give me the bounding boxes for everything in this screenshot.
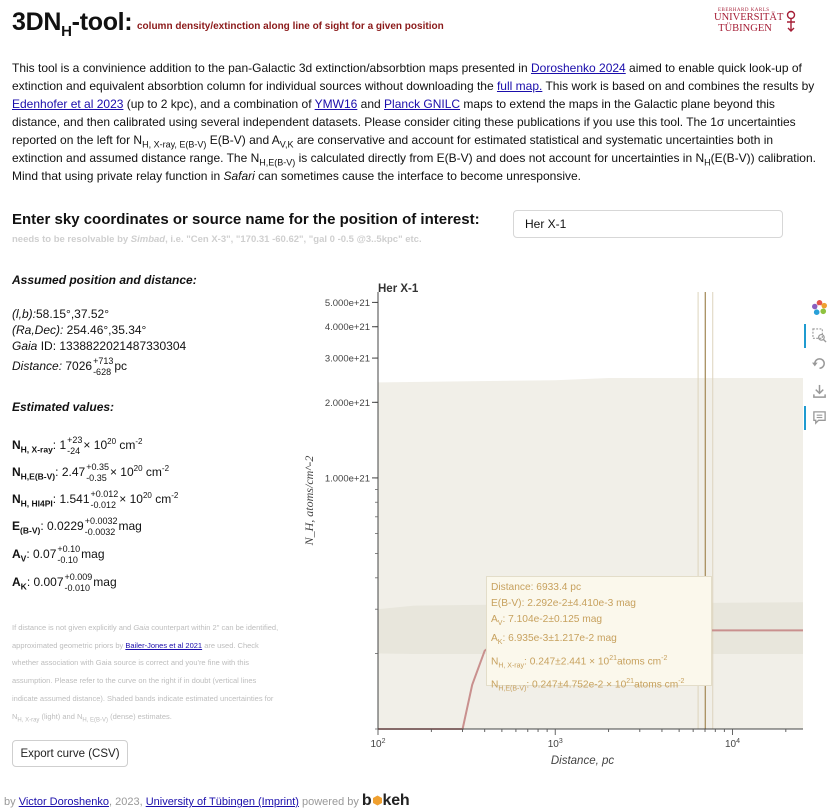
- tooltip-nh-ebv: $N_{H,E(B-V)}$: $0.247\pm 4.752e-2 \times 10^{21}atoms$ $cm^{-2}$: [491, 678, 685, 693]
- distance-value: Distance: 7026 +713 -628 pc: [12, 356, 128, 377]
- hover-tooltip: [486, 576, 712, 693]
- bokeh-hex-icon: [372, 795, 383, 806]
- active-tool-indicator-2: [804, 406, 806, 430]
- estimates-heading: Estimated values:: [12, 400, 115, 414]
- query-hint: needs to be resolvable by Simbad, i.e. "Cen X-3", "170.31 -60.62", "gal 0 -0.5 @3..5kpc" etc.: [12, 234, 422, 245]
- ebv-estimate: $E_{(B-V)}$: 0.0229 +0.0032 -0.0032 mag: [12, 516, 142, 537]
- y-tick-label: 3.000e+21: [324, 353, 370, 365]
- university-logo[interactable]: EBERHARD KARLS UNIVERSITÄT TÜBINGEN: [714, 8, 814, 36]
- tooltip-nh-xray: $N_{H, X-ray}$: $0.247\pm 2.441 \times 10^{21}atoms$ $cm^{-2}$: [491, 655, 668, 670]
- bokeh-logo[interactable]: b keh: [361, 792, 410, 809]
- plot-toolbar: [804, 295, 830, 465]
- link-ymw16[interactable]: YMW16: [314, 97, 358, 111]
- y-tick-label: 2.000e+21: [324, 397, 370, 409]
- bokeh-logo-icon[interactable]: [812, 300, 827, 315]
- link-full-map[interactable]: full map.: [496, 79, 543, 93]
- galactic-coords: (l,b):58.15°,37.52°: [12, 307, 109, 321]
- link-bailer-jones-2021[interactable]: Bailer-Jones et al 2021: [125, 640, 203, 650]
- nh-hi4pi-estimate: $N_{H, HI4PI}$: 1.541 +0.012 -0.012 × $10^{20}$ $cm^{-2}$: [12, 489, 179, 510]
- chart-title: Her X-1: [378, 283, 419, 295]
- link-doroshenko-2024[interactable]: Doroshenko 2024: [530, 61, 626, 75]
- page-title: $3DN_H$-tool:: [12, 8, 133, 40]
- nh-xray-estimate: $N_{H, X-ray}$: 1 +23 -24 × $10^{20}$ $cm^{-2}$: [12, 435, 143, 456]
- hover-tool-icon[interactable]: [812, 410, 827, 425]
- reset-icon[interactable]: [812, 356, 827, 371]
- query-label: Enter sky coordinates or source name for the position of interest:: [12, 211, 480, 228]
- page-subtitle: column density/extinction along line of sight for a given position: [137, 21, 444, 32]
- tooltip-ak: $A_K$: 6.935e-3±1.217e-2 mag: [491, 633, 617, 647]
- position-heading: Assumed position and distance:: [12, 273, 197, 287]
- nh-distance-chart[interactable]: [295, 278, 815, 778]
- box-zoom-icon[interactable]: [812, 328, 827, 343]
- active-tool-indicator: [804, 324, 806, 348]
- link-edenhofer-2023[interactable]: Edenhofer et al 2023: [12, 97, 124, 111]
- intro-paragraph: This tool is a convinience addition to the pan-Galactic 3d extinction/absorbtion maps presented in Doroshenko 2024 aimed to enable quick look-up of extinction and equivalent absorbtion column for individual sources without downloading the full map. This work is based on and combines the results by Edenhofer et al 2023 (up to 2 kpc), and a combination of YMW16 and Planck GNILC maps to extend the maps in the Galactic plane beyond this distance, and then calibrated using several independent datasets. Please consider citing these publications if you use this tool. The 1σ uncertainties reported on the left for $N_{H, X-ray, E(B-V)}$ E(B-V) and $A_{V,K}$ are conservative and account for estimated statistical and systematic uncertainties both in extinction and assumed distance range. The $N_{H,E(B-V)}$ is calculated directly from E(B-V) and does not account for uncertainties in $N_H(E(B-V))$ calibration. Mind that using private relay function in Safari can sometimes cause the interface to become unresponsive.: [12, 61, 816, 183]
- ak-estimate: $A_K$: 0.007 +0.009 -0.010 mag: [12, 572, 117, 593]
- source-input[interactable]: [513, 210, 783, 238]
- y-axis-label: N_H, atoms/cm^-2: [302, 455, 316, 546]
- footer: by Victor Doroshenko, 2023, University of Tübingen (Imprint) powered by b keh: [4, 792, 410, 809]
- tooltip-ebv: E(B-V): 2.292e-2±4.410e-3 mag: [491, 597, 636, 609]
- gaia-id: Gaia ID: 1338822021487330304: [12, 339, 187, 353]
- y-tick-label: 5.000e+21: [324, 297, 370, 309]
- save-icon[interactable]: [812, 384, 827, 399]
- university-emblem-icon: [784, 10, 798, 32]
- nh-ebv-estimate: $N_{H,E(B-V)}$: 2.47 +0.35 -0.35 × $10^{20}$ $cm^{-2}$: [12, 462, 170, 483]
- tooltip-distance: Distance: 6933.4 pc: [491, 582, 582, 593]
- equatorial-coords: (Ra,Dec): 254.46°,35.34°: [12, 323, 147, 337]
- av-estimate: $A_V$: 0.07 +0.10 -0.10 mag: [12, 544, 105, 565]
- distance-note: If distance is not given explicitly and Gaia counterpart within 2" can be identified, approximated geometric priors by Bailer-Jones et al 2021 are used. Check whether association with Gaia source is correct and you're fine with this assumption. Please refer to the curve on the right if in doubt (vertical lines indicate assumed distance). Shaded bands indicate estimated uncertainties for $N_{H, X-ray}$ (light) and $N_{H, E(B-V)}$ (dense) estimates.: [12, 623, 279, 724]
- x-tick-label: $10^3$: [547, 738, 563, 750]
- link-planck-gnilc[interactable]: Planck GNILC: [384, 97, 461, 111]
- link-author[interactable]: Victor Doroshenko: [18, 796, 109, 808]
- x-axis-label: Distance, pc: [550, 755, 615, 767]
- tooltip-av: $A_V$: 7.104e-2±0.125 mag: [491, 613, 603, 627]
- link-university-imprint[interactable]: University of Tübingen (Imprint): [145, 796, 299, 808]
- x-tick-label: $10^2$: [370, 738, 386, 750]
- y-tick-label: 1.000e+21: [324, 473, 370, 485]
- export-csv-button[interactable]: Export curve (CSV): [12, 740, 128, 767]
- y-tick-label: 4.000e+21: [324, 322, 370, 334]
- x-tick-label: $10^4$: [724, 738, 740, 750]
